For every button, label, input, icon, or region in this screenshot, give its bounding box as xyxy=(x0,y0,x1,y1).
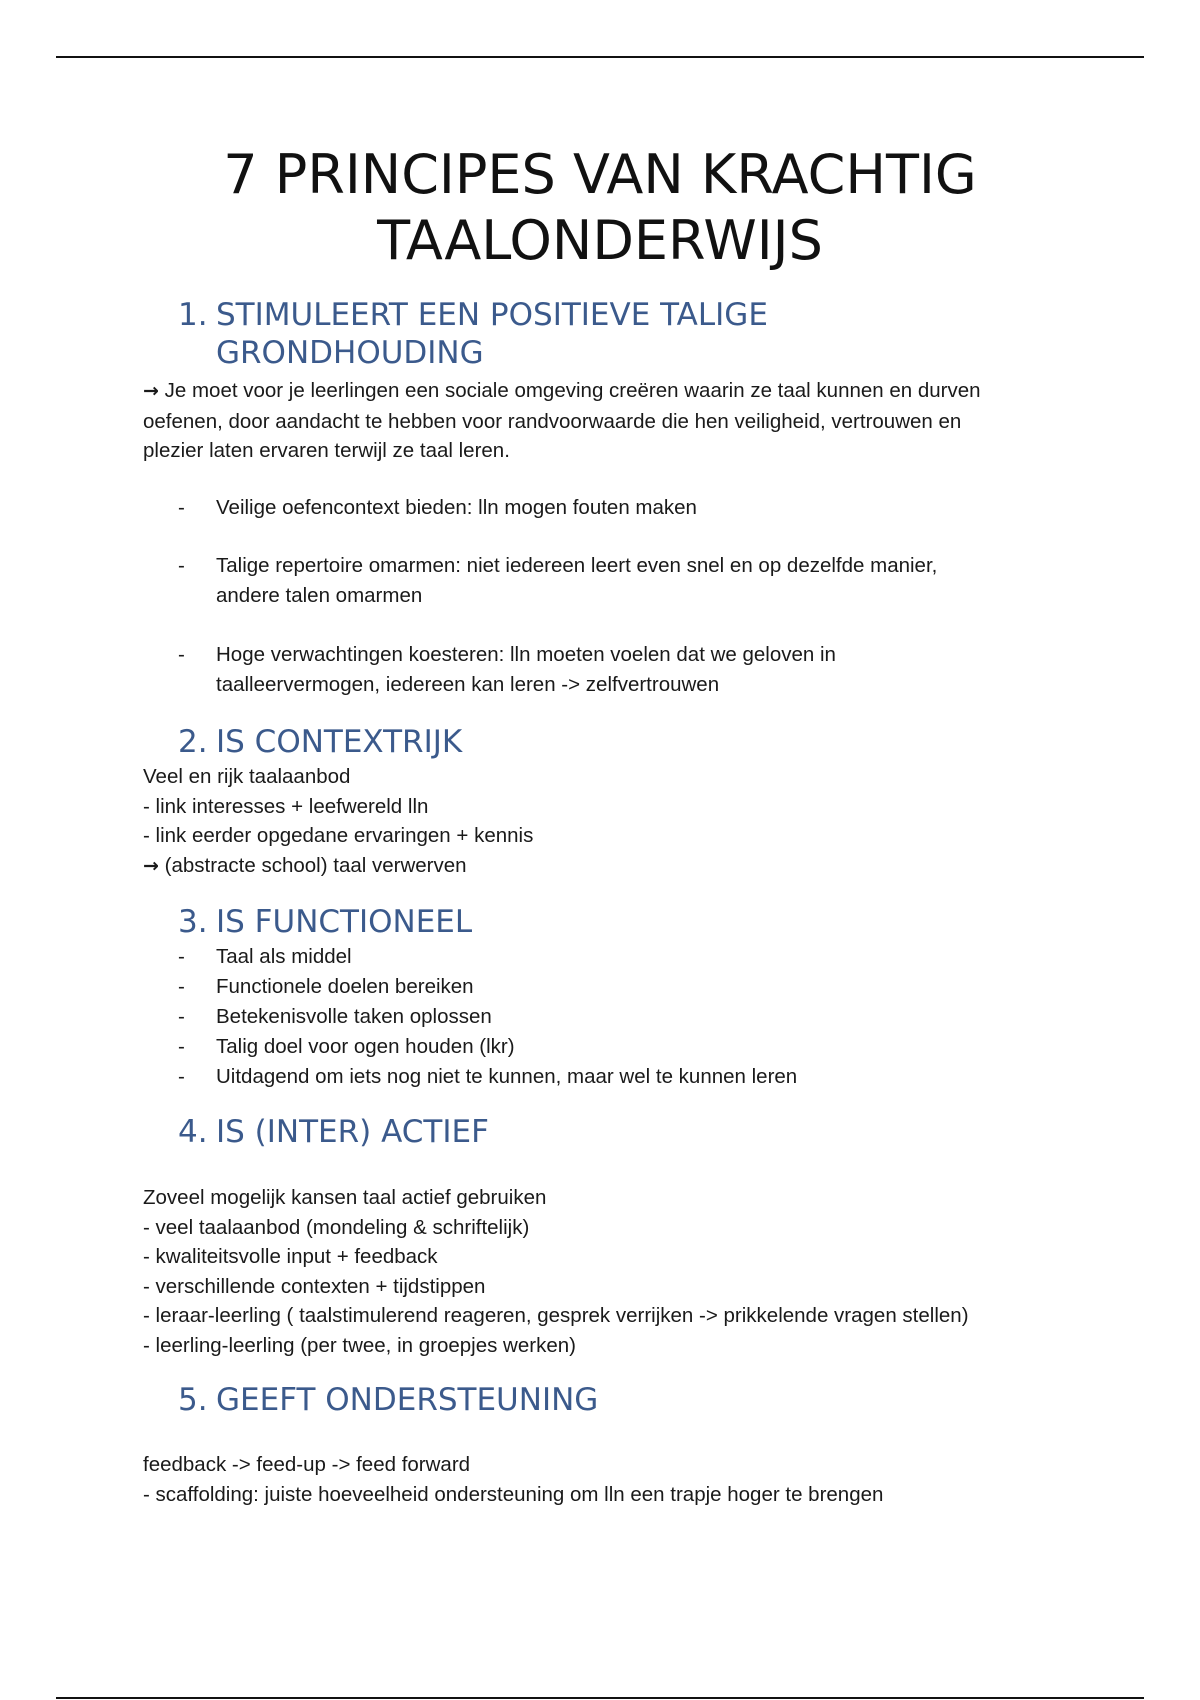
dash-bullet: - xyxy=(178,975,185,998)
body-line: - link interesses + leefwereld lln xyxy=(143,794,429,818)
section-2-heading xyxy=(178,723,856,761)
arrow-right-icon: → xyxy=(143,854,159,877)
dash-bullet: - xyxy=(178,643,185,666)
heading-line: GRONDHOUDING xyxy=(216,335,484,371)
section-number: 5. xyxy=(178,1382,208,1418)
list-item: - Uitdagend om iets nog niet te kunnen, maar wel te kunnen leren xyxy=(178,1062,1058,1092)
heading-line: STIMULEERT EEN POSITIEVE TALIGE xyxy=(216,297,768,333)
heading-text: IS CONTEXTRIJK xyxy=(216,724,463,760)
section-number: 2. xyxy=(178,724,208,760)
section-1-bullets xyxy=(178,640,1058,700)
section-1-heading xyxy=(178,296,856,372)
section-number: 3. xyxy=(178,904,208,940)
list-item: - Hoge verwachtingen koesteren: lln moeten voelen dat we geloven in taalleervermogen, iedereen kan leren -> zelfvertrouwen xyxy=(178,640,1058,700)
dash-bullet: - xyxy=(178,1005,185,1028)
list-item: - Betekenisvolle taken oplossen xyxy=(178,1002,1058,1032)
list-item: - Talig doel voor ogen houden (lkr) xyxy=(178,1032,1058,1062)
arrow-right-icon: → xyxy=(143,380,159,402)
body-line: - veel taalaanbod (mondeling & schriftelijk) xyxy=(143,1215,530,1239)
list-item: - Veilige oefencontext bieden: lln mogen fouten maken xyxy=(178,493,1058,523)
body-line: - kwaliteitsvolle input + feedback xyxy=(143,1245,438,1268)
dash-bullet: - xyxy=(178,945,185,968)
body-line: - scaffolding: juiste hoeveelheid ondersteuning om lln een trapje hoger te brengen xyxy=(143,1482,884,1506)
intro-line: plezier laten ervaren terwijl ze taal leren. xyxy=(143,439,510,462)
list-item: - Talige repertoire omarmen: niet iedereen leert even snel en op dezelfde manier, andere talen omarmen xyxy=(178,551,1058,611)
dash-bullet: - xyxy=(178,554,185,577)
heading-text: IS FUNCTIONEEL xyxy=(216,904,473,940)
dash-bullet: - xyxy=(178,496,185,519)
body-line: - verschillende contexten + tijdstippen xyxy=(143,1274,486,1298)
page-title xyxy=(0,142,1200,274)
body-line: Zoveel mogelijk kansen taal actief gebruiken xyxy=(143,1186,547,1209)
body-line: (abstracte school) taal verwerven xyxy=(158,853,467,877)
section-2-body xyxy=(143,762,1063,881)
title-line: TAALONDERWIJS xyxy=(377,209,823,272)
section-number: 1. xyxy=(178,297,208,333)
section-5-heading xyxy=(178,1381,856,1419)
section-number: 4. xyxy=(178,1114,208,1150)
body-line: - leerling-leerling (per twee, in groepjes werken) xyxy=(143,1333,576,1357)
body-line: - link eerder opgedane ervaringen + kennis xyxy=(143,824,534,847)
dash-bullet: - xyxy=(178,1065,185,1088)
list-item: - Functionele doelen bereiken xyxy=(178,972,1058,1002)
heading-text: IS (INTER) ACTIEF xyxy=(216,1114,489,1150)
section-4-body xyxy=(143,1183,1063,1360)
section-1-bullets xyxy=(178,493,1058,523)
footer-rule xyxy=(56,1697,1144,1699)
section-3-bullets xyxy=(178,942,1058,1092)
body-line: Veel en rijk taalaanbod xyxy=(143,765,351,788)
body-line: feedback -> feed-up -> feed forward xyxy=(143,1453,471,1476)
body-line: - leraar-leerling ( taalstimulerend reageren, gesprek verrijken -> prikkelende vragen stellen) xyxy=(143,1304,969,1327)
intro-line: oefenen, door aandacht te hebben voor randvoorwaarde die hen veiligheid, vertrouwen en xyxy=(143,409,962,433)
section-1-intro xyxy=(143,376,1063,466)
heading-text: GEEFT ONDERSTEUNING xyxy=(216,1382,599,1418)
section-3-heading xyxy=(178,903,856,941)
section-1-bullets xyxy=(178,551,1058,611)
section-4-heading xyxy=(178,1113,856,1151)
dash-bullet: - xyxy=(178,1035,185,1058)
title-line: 7 PRINCIPES VAN KRACHTIG xyxy=(223,143,977,206)
intro-line: Je moet voor je leerlingen een sociale omgeving creëren waarin ze taal kunnen en durven xyxy=(158,379,981,402)
section-5-body xyxy=(143,1450,1063,1509)
list-item: - Taal als middel xyxy=(178,942,1058,972)
header-rule xyxy=(56,56,1144,58)
